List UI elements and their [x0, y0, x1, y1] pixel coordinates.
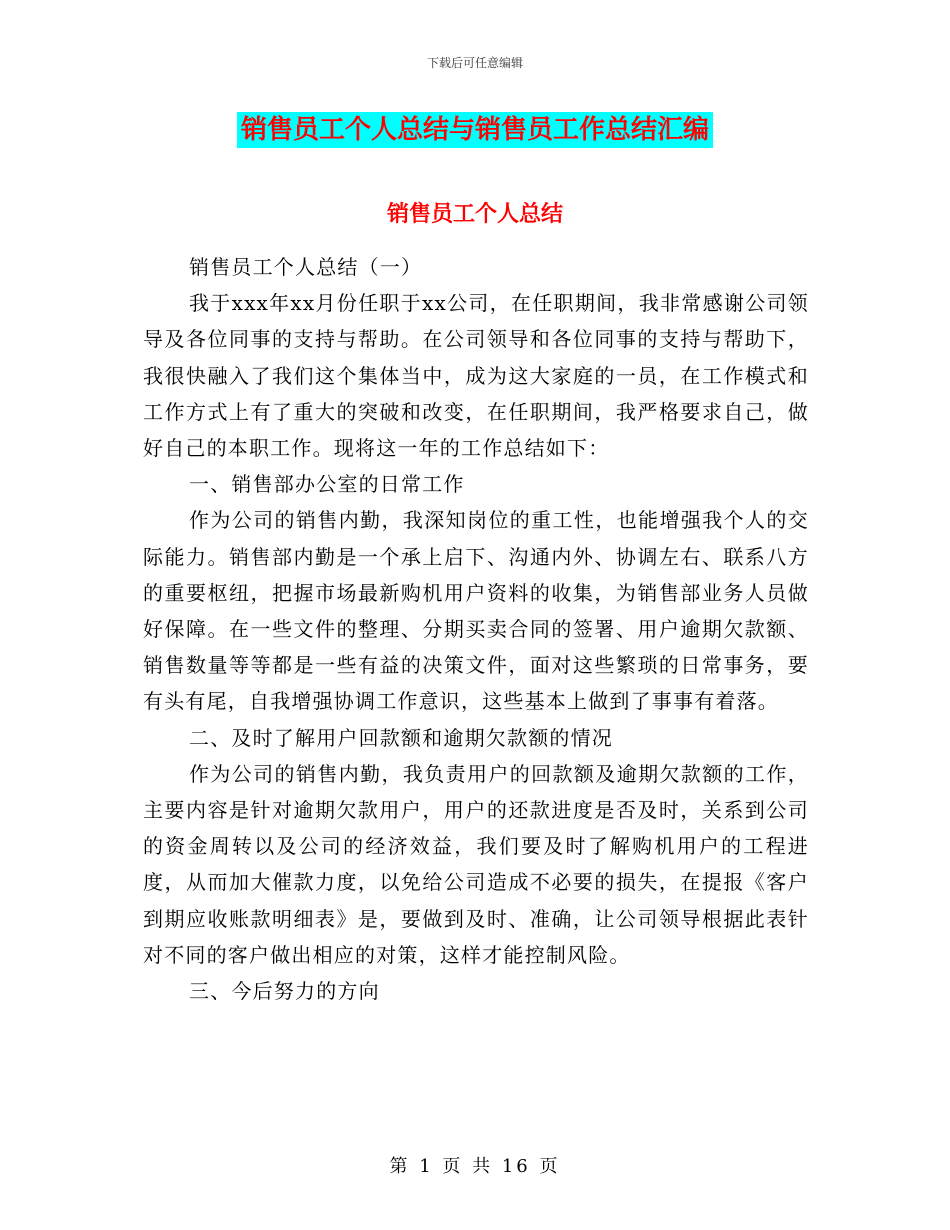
section-title: 销售员工个人总结 [386, 202, 563, 227]
document-title [0, 112, 950, 148]
paragraph-subtitle: 销售员工个人总结（一） [189, 255, 423, 279]
paragraph-heading: 一、销售部办公室的日常工作 [189, 472, 465, 497]
paragraph-heading: 二、及时了解用户回款额和逾期欠款额的情况 [189, 725, 613, 750]
document-title-text: 销售员工个人总结与销售员工作总结汇编 [237, 112, 713, 148]
page-number: 第 1 页 共 16 页 [389, 1156, 561, 1177]
paragraph: 作为公司的销售内勤，我负责用户的回款额及逾期欠款额的工作，主要内容是针对逾期欠款用户，用户的还款进度是否及时，关系到公司的资金周转以及公司的经济效益，我们要及时了解购机用户的工程进度，从而加大催款力度，以免给公司造成不必要的损失，在提报《客户到期应收账款明细表》是，要做到及时、准确，让公司领导根据此表针对不同的客户做出相应的对策，这样才能控制风险。 [143, 761, 809, 967]
page-header: 下载后可任意编辑 [426, 56, 523, 70]
paragraph: 我于xxx年xx月份任职于xx公司，在任职期间，我非常感谢公司领导及各位同事的支持与帮助。在公司领导和各位同事的支持与帮助下，我很快融入了我们这个集体当中，成为这大家庭的一员，在工作模式和工作方式上有了重大的突破和改变，在任职期间，我严格要求自己，做好自己的本职工作。现将这一年的工作总结如下： [143, 291, 809, 461]
paragraph: 作为公司的销售内勤，我深知岗位的重工性，也能增强我个人的交际能力。销售部内勤是一个承上启下、沟通内外、协调左右、联系八方的重要枢纽，把握市场最新购机用户资料的收集，为销售部业务人员做好保障。在一些文件的整理、分期买卖合同的签署、用户逾期欠款额、销售数量等等都是一些有益的决策文件，面对这些繁琐的日常事务，要有头有尾，自我增强协调工作意识，这些基本上做到了事事有着落。 [143, 508, 809, 714]
paragraph-heading: 三、今后努力的方向 [189, 979, 380, 1004]
document-body [143, 249, 809, 1009]
